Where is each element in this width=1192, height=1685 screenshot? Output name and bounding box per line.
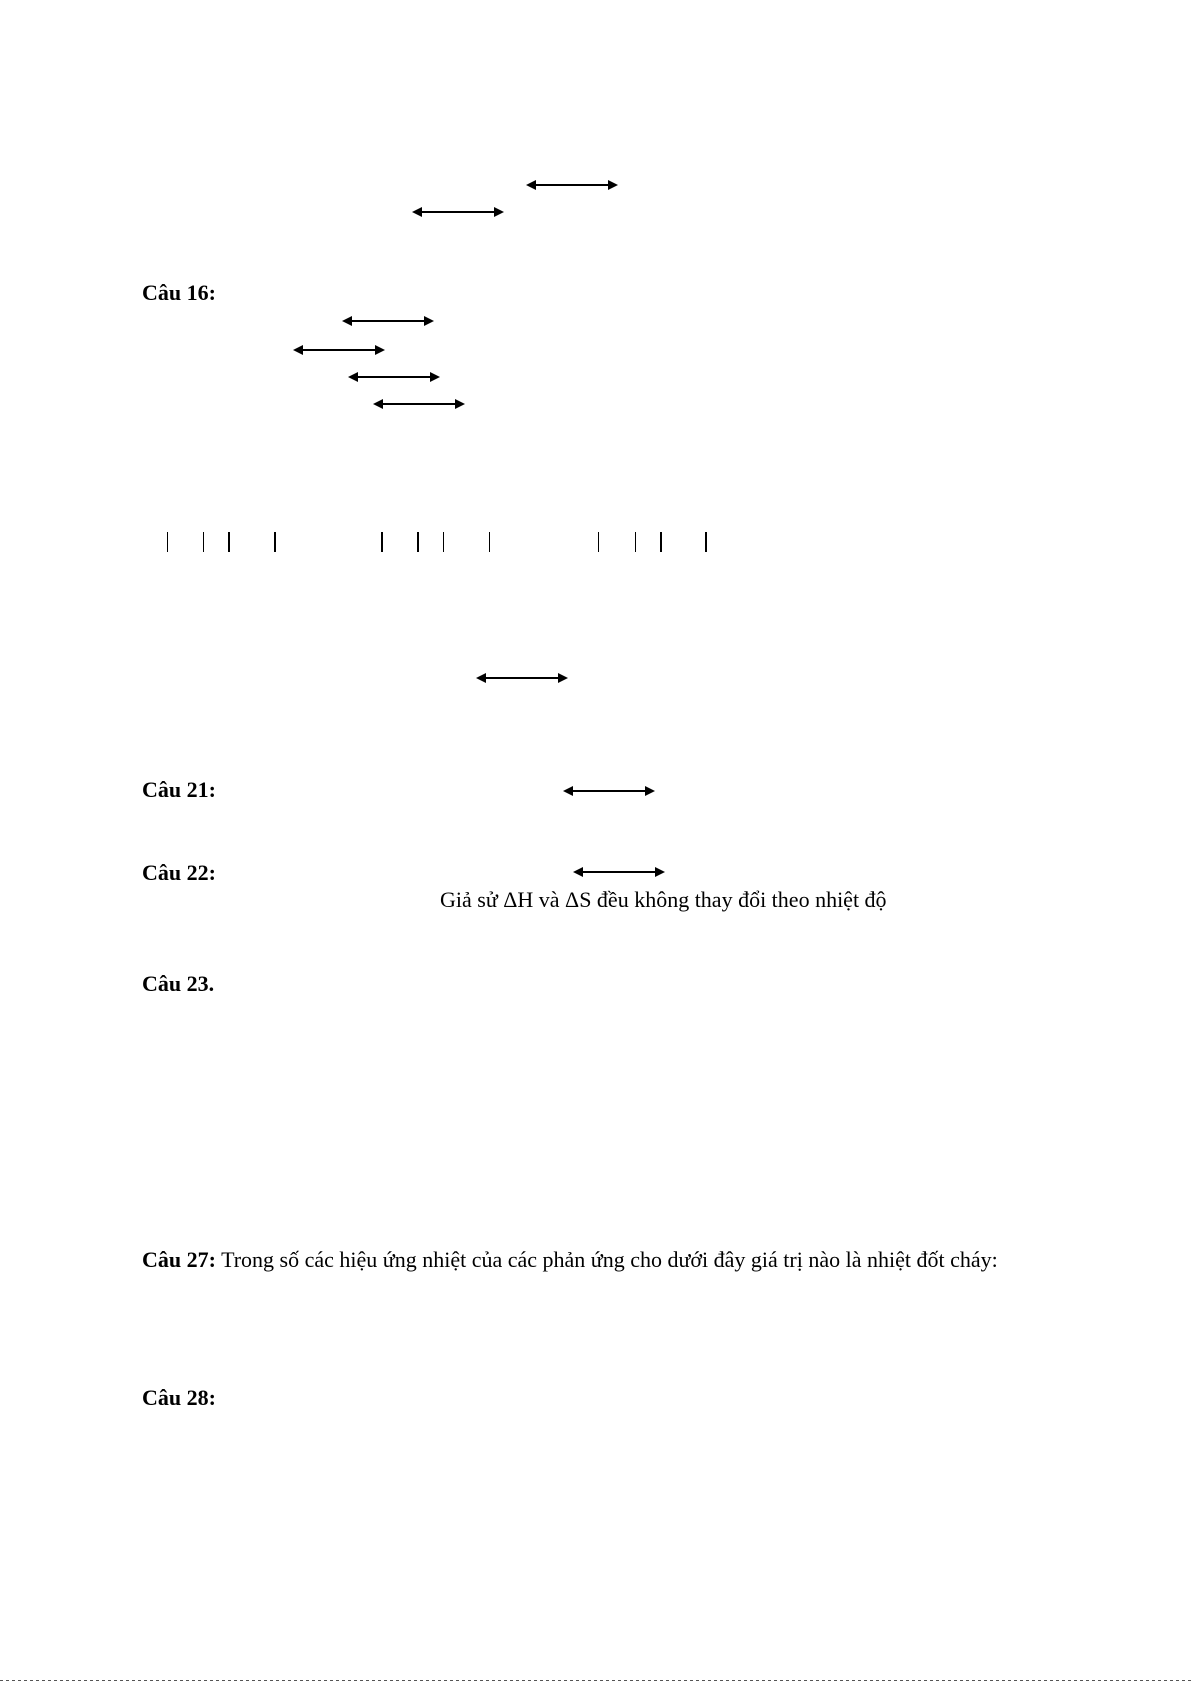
question-23-label: Câu 23. [142,971,215,996]
question-27-text: Trong số các hiệu ứng nhiệt của các phản ứng cho dưới đây giá trị nào là nhiệt đốt cháy: [221,1247,998,1272]
question-28-label: Câu 28: [142,1385,216,1410]
divider-tick [228,532,230,552]
divider-tick [274,532,276,552]
equilibrium-arrow-icon [476,672,568,684]
equilibrium-arrow-icon [373,398,465,410]
question-22-label: Câu 22: [142,860,216,885]
equilibrium-arrow-icon [573,866,665,878]
divider-tick [705,532,707,552]
divider-tick [489,532,490,552]
divider-tick [443,532,444,552]
equilibrium-arrow-icon [293,344,385,356]
question-16-label: Câu 16: [142,280,216,305]
question-27-label: Câu 27: [142,1247,216,1272]
divider-tick [381,532,383,552]
equilibrium-arrow-icon [412,206,504,218]
page-bottom-rule [0,1680,1192,1681]
divider-tick [203,532,204,552]
question-21-label: Câu 21: [142,777,216,802]
divider-tick [167,532,168,552]
divider-tick [598,532,599,552]
question-27 [142,1247,998,1273]
divider-tick [660,532,662,552]
equilibrium-arrow-icon [563,785,655,797]
equilibrium-arrow-icon [348,371,440,383]
question-22-note: Giả sử ΔH và ΔS đều không thay đổi theo nhiệt độ [440,887,887,912]
equilibrium-arrow-icon [342,315,434,327]
divider-tick [417,532,419,552]
divider-tick [635,532,636,552]
equilibrium-arrow-icon [526,179,618,191]
